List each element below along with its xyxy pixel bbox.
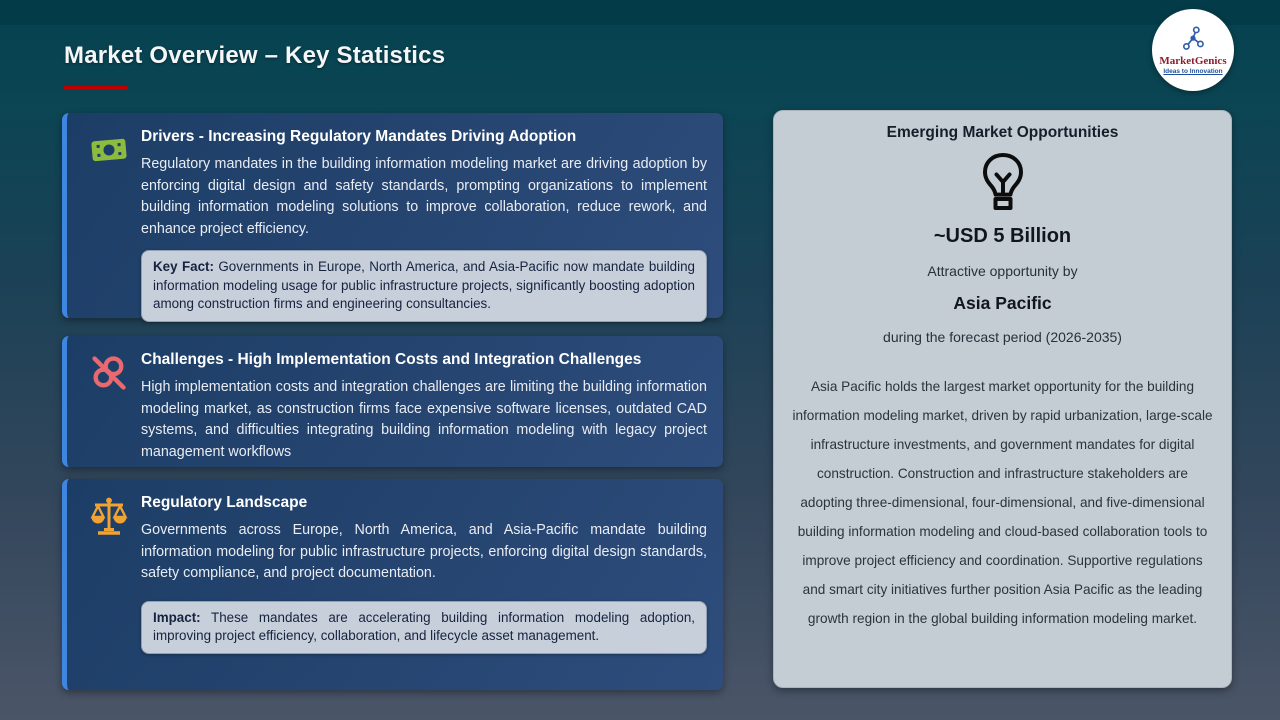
lightbulb-icon	[978, 152, 1028, 214]
card-title: Challenges - High Implementation Costs and Integration Challenges	[141, 351, 642, 368]
key-fact-text: Governments in Europe, North America, and Asia-Pacific now mandate building information modeling usage for public infrastructure projects, significantly boosting adoption among construction firms and engineering consultancies.	[153, 259, 695, 311]
molecule-icon	[1178, 25, 1208, 53]
opportunity-value: ~USD 5 Billion	[933, 225, 1072, 247]
opportunity-panel	[773, 110, 1232, 688]
scales-icon	[89, 496, 129, 536]
impact-box	[141, 601, 707, 654]
card-body: Governments across Europe, North America, and Asia-Pacific mandate building information modeling for public infrastructure projects, enforcing digital design standards, safety compliance, and project documentation.	[141, 522, 707, 581]
logo-tagline: Ideas to Innovation	[1163, 68, 1223, 75]
top-band	[0, 0, 1280, 25]
key-fact-box	[141, 250, 707, 322]
opportunity-subtitle: Attractive opportunity by	[927, 263, 1078, 279]
page-title: Market Overview – Key Statistics	[64, 42, 446, 69]
opportunity-region: Asia Pacific	[953, 293, 1052, 313]
impact-text: These mandates are accelerating building information modeling adoption, improving project efficiency, collaboration, and lifecycle asset management.	[153, 609, 695, 643]
card-body: High implementation costs and integration challenges are limiting the building information modeling market, as construction firms face expensive software licenses, outdated CAD systems, and difficulties integrating building information modeling with legacy project management workflows	[141, 379, 707, 460]
banknote-icon	[89, 130, 129, 170]
card-title: Drivers - Increasing Regulatory Mandates Driving Adoption	[141, 128, 577, 145]
title-underline	[64, 86, 127, 90]
card-challenges	[62, 336, 723, 467]
card-regulatory	[62, 479, 723, 690]
logo-name: MarketGenics	[1159, 55, 1227, 67]
panel-title: Emerging Market Opportunities	[886, 124, 1119, 141]
card-title: Regulatory Landscape	[141, 494, 308, 511]
opportunity-description: Asia Pacific holds the largest market opportunity for the building information modeling market, driven by rapid urbanization, large-scale infrastructure investments, and government mandates for digital construction. Construction and infrastructure stakeholders are adopting three-dimensional, four-dimensional, and five-dimensional building information modeling and cloud-based collaboration tools to improve project efficiency and coordination. Supportive regulations and smart city initiatives further position Asia Pacific as the leading growth region in the global building information modeling market.	[792, 379, 1213, 626]
opportunity-period: during the forecast period (2026-2035)	[883, 329, 1122, 345]
key-fact-label: Key Fact:	[153, 259, 214, 274]
broken-link-icon	[89, 353, 129, 393]
logo	[1152, 9, 1234, 91]
card-drivers	[62, 113, 723, 318]
impact-label: Impact:	[153, 609, 201, 625]
card-body: Regulatory mandates in the building information modeling market are driving adoption by enforcing digital design and safety standards, prompting organizations to implement building information modeling solutions to improve collaboration, reduce rework, and enhance project efficiency.	[141, 156, 707, 237]
